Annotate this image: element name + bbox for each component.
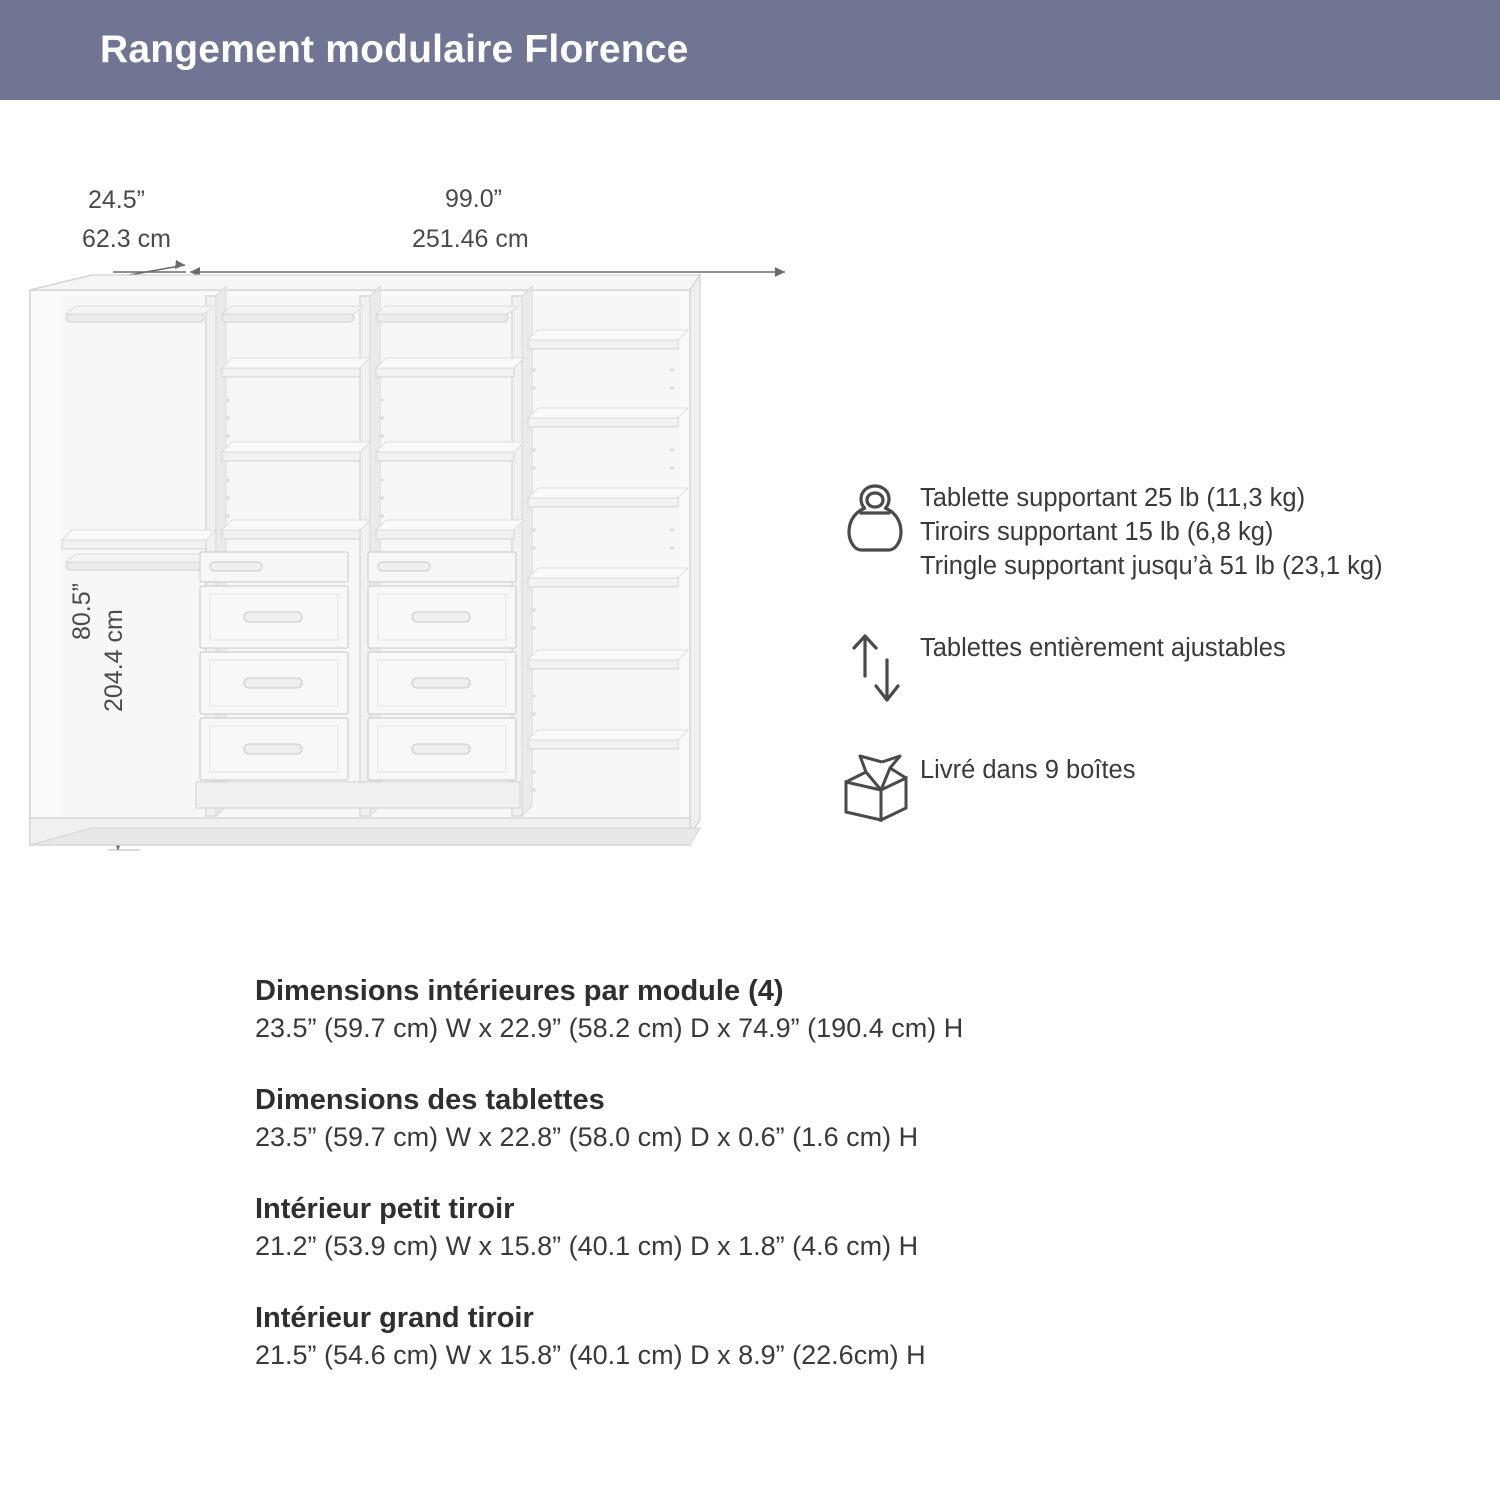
page-title: Rangement modulaire Florence [100, 28, 689, 71]
spec-large-drawer-value: 21.5” (54.6 cm) W x 15.8” (40.1 cm) D x 8.9” (22.6cm) H [255, 1340, 926, 1370]
product-illustration [0, 100, 840, 900]
specifications-list [255, 975, 1375, 1411]
feature-weight-capacity [830, 480, 1490, 584]
spec-shelf-dimensions [255, 1084, 1375, 1153]
feature-adjustable-shelves [830, 630, 1490, 706]
spec-small-drawer-value: 21.2” (53.9 cm) W x 15.8” (40.1 cm) D x 1.8” (4.6 cm) H [255, 1231, 919, 1261]
width-cm-label: 251.46 cm [412, 225, 529, 253]
open-box-icon [830, 752, 920, 822]
spec-small-drawer [255, 1193, 1375, 1262]
features-list [830, 480, 1490, 868]
feature-boxes [830, 752, 1490, 822]
spec-large-drawer-title: Intérieur grand tiroir [255, 1302, 534, 1334]
feature-line-boxes: Livré dans 9 boîtes [920, 755, 1136, 784]
kettlebell-icon [830, 480, 920, 558]
feature-line-rod-capacity: Tringle supportant jusqu’à 51 lb (23,1 kg) [920, 551, 1383, 580]
spec-module-interior [255, 975, 1375, 1044]
depth-cm-label: 62.3 cm [82, 225, 171, 253]
spec-shelf-dimensions-value: 23.5” (59.7 cm) W x 22.8” (58.0 cm) D x 0.6” (1.6 cm) H [255, 1122, 919, 1152]
spec-module-interior-title: Dimensions intérieures par module (4) [255, 975, 784, 1007]
spec-small-drawer-title: Intérieur petit tiroir [255, 1193, 515, 1225]
feature-line-drawer-capacity: Tiroirs supportant 15 lb (6,8 kg) [920, 517, 1274, 546]
up-down-arrows-icon [830, 630, 920, 706]
feature-weight-capacity-text [920, 480, 1383, 584]
spec-large-drawer [255, 1302, 1375, 1371]
page-header [0, 0, 1500, 100]
height-cm-label: 204.4 cm [100, 609, 128, 712]
spec-shelf-dimensions-title: Dimensions des tablettes [255, 1084, 605, 1116]
depth-inches-label: 24.5” [88, 186, 145, 214]
height-inches-label: 80.5” [68, 583, 96, 640]
feature-adjustable-shelves-text [920, 630, 1286, 666]
closet-drawing [0, 100, 840, 900]
feature-line-adjustable: Tablettes entièrement ajustables [920, 633, 1286, 662]
feature-boxes-text [920, 752, 1135, 788]
spec-module-interior-value: 23.5” (59.7 cm) W x 22.9” (58.2 cm) D x 74.9” (190.4 cm) H [255, 1013, 964, 1043]
feature-line-shelf-capacity: Tablette supportant 25 lb (11,3 kg) [920, 484, 1306, 512]
width-inches-label: 99.0” [445, 185, 502, 213]
